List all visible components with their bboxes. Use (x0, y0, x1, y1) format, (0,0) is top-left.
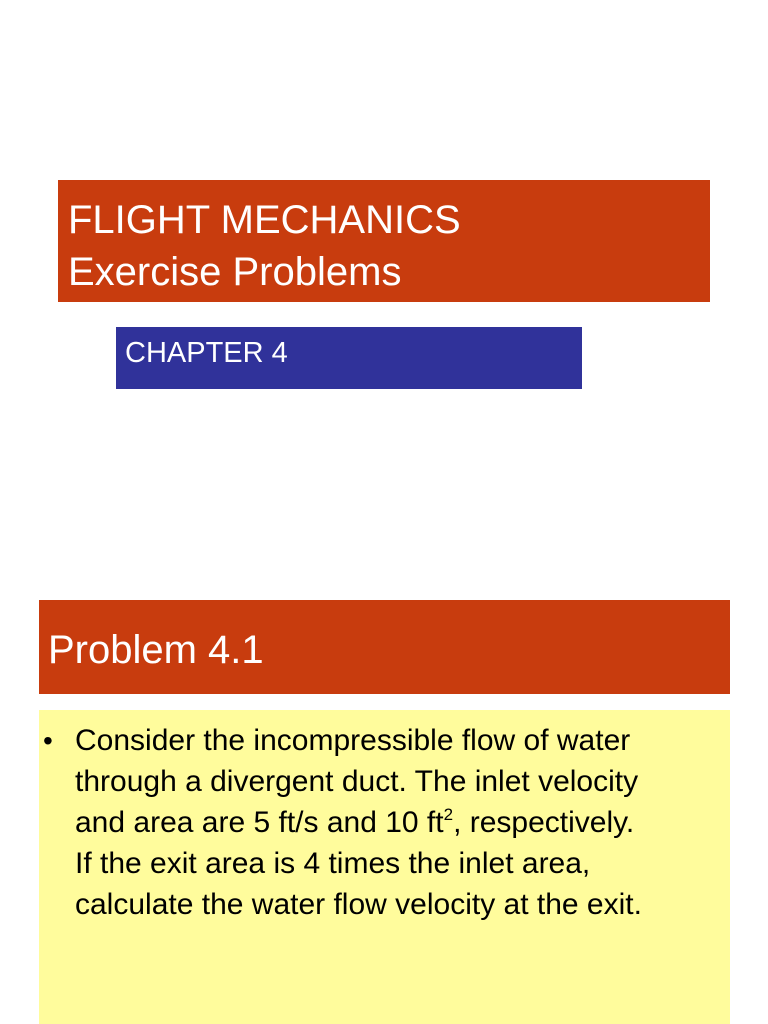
statement-line-3-end: , respectively. (453, 806, 635, 839)
chapter-label: CHAPTER 4 (125, 337, 288, 369)
statement-line-4: If the exit area is 4 times the inlet area, (75, 847, 591, 880)
statement-line-1: Consider the incompressible flow of water (75, 724, 631, 757)
problem-statement (75, 720, 730, 925)
statement-line-2: through a divergent duct. The inlet velocity (75, 765, 639, 798)
statement-line-3 (75, 802, 730, 843)
title-banner (58, 180, 710, 302)
statement-line-5: calculate the water flow velocity at the exit. (75, 888, 642, 921)
document-subtitle: Exercise Problems (68, 250, 402, 294)
problem-title: Problem 4.1 (48, 628, 264, 672)
chapter-banner (116, 327, 582, 389)
bullet-marker: • (43, 725, 53, 756)
statement-line-3-start: and area are 5 ft/s and 10 ft (75, 806, 444, 839)
superscript-exponent: 2 (443, 805, 454, 824)
problem-body (39, 710, 730, 1024)
problem-header (39, 600, 730, 694)
document-title: FLIGHT MECHANICS (68, 198, 461, 242)
